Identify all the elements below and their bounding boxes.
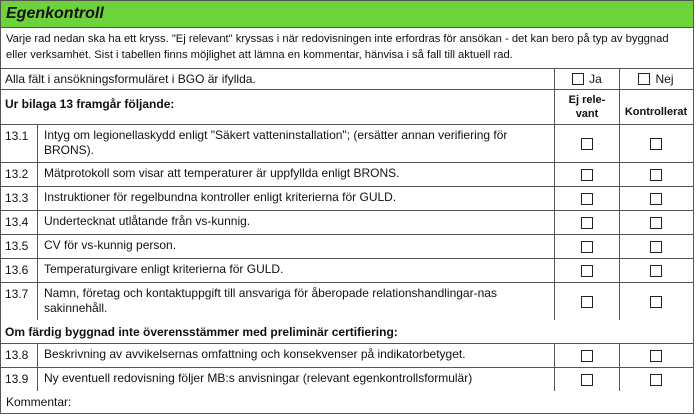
kontrollerat-cell[interactable] [620, 235, 692, 258]
ej-relevant-cell[interactable] [555, 235, 620, 258]
ej-relevant-cell[interactable] [555, 283, 620, 320]
title-bar [1, 1, 693, 28]
ej-relevant-cell[interactable] [555, 211, 620, 234]
ej-relevant-checkbox[interactable] [581, 138, 593, 150]
kontrollerat-checkbox[interactable] [650, 265, 662, 277]
comment-row [1, 391, 693, 413]
ej-relevant-checkbox[interactable] [581, 169, 593, 181]
row-text: Ny eventuell redovisning följer MB:s anvisningar (relevant egenkontrollsformulär) [38, 368, 555, 391]
comment-label: Kommentar: [6, 395, 72, 409]
row-number: 13.9 [1, 368, 38, 391]
section2-header [1, 320, 693, 344]
kontrollerat-checkbox[interactable] [650, 350, 662, 362]
row-text: Temperaturgivare enligt kriterierna för GULD. [38, 259, 555, 282]
ej-relevant-cell[interactable] [555, 163, 620, 186]
table-row [1, 211, 693, 235]
kontrollerat-cell[interactable] [620, 163, 692, 186]
ej-relevant-cell[interactable] [555, 344, 620, 367]
form-title: Egenkontroll [6, 5, 104, 22]
ej-relevant-cell[interactable] [555, 259, 620, 282]
kontrollerat-checkbox[interactable] [650, 217, 662, 229]
ej-relevant-cell[interactable] [555, 125, 620, 162]
row-text: Beskrivning av avvikelsernas omfattning och konsekvenser på indikatorbetyget. [38, 344, 555, 367]
row-number: 13.2 [1, 163, 38, 186]
kontrollerat-cell[interactable] [620, 344, 692, 367]
kontrollerat-checkbox[interactable] [650, 138, 662, 150]
ej-relevant-checkbox[interactable] [581, 193, 593, 205]
yes-checkbox[interactable] [572, 73, 584, 85]
row-number: 13.5 [1, 235, 38, 258]
row-number: 13.7 [1, 283, 38, 320]
ej-relevant-checkbox[interactable] [581, 350, 593, 362]
ej-relevant-checkbox[interactable] [581, 241, 593, 253]
table-row [1, 283, 693, 320]
col-kontrollerat-header: Kontrollerat [624, 106, 688, 118]
kontrollerat-cell[interactable] [620, 283, 692, 320]
kontrollerat-cell[interactable] [620, 211, 692, 234]
row-number: 13.6 [1, 259, 38, 282]
row-text: Intyg om legionellaskydd enligt "Säkert vatteninstallation"; (ersätter annan verifiering för BRONS). [38, 125, 555, 162]
ej-relevant-cell[interactable] [555, 187, 620, 210]
ej-relevant-checkbox[interactable] [581, 265, 593, 277]
kontrollerat-cell[interactable] [620, 368, 692, 391]
row-number: 13.8 [1, 344, 38, 367]
row-number: 13.1 [1, 125, 38, 162]
ej-relevant-checkbox[interactable] [581, 374, 593, 386]
yes-label: Ja [589, 72, 602, 86]
table-row [1, 235, 693, 259]
section2-title: Om färdig byggnad inte överensstämmer med preliminär certifiering: [5, 325, 398, 339]
col-ej-relevant-header: Ej rele-vant [568, 94, 606, 120]
no-checkbox[interactable] [638, 73, 650, 85]
kontrollerat-checkbox[interactable] [650, 169, 662, 181]
kontrollerat-checkbox[interactable] [650, 241, 662, 253]
section1-header [1, 90, 693, 125]
kontrollerat-cell[interactable] [620, 187, 692, 210]
ej-relevant-cell[interactable] [555, 368, 620, 391]
ej-relevant-checkbox[interactable] [581, 296, 593, 308]
intro-text: Varje rad nedan ska ha ett kryss. "Ej relevant" kryssas i när redovisningen inte erfordras för ansökan - det kan bero på typ av byggnad eller verksamhet. Sist i tabellen finns möjlighet att lämna en kommentar, hänvisa i så fall till aktuell rad. [1, 28, 693, 69]
kontrollerat-checkbox[interactable] [650, 374, 662, 386]
no-label: Nej [655, 72, 674, 86]
table-row [1, 125, 693, 163]
kontrollerat-cell[interactable] [620, 125, 692, 162]
check-all-row [1, 69, 693, 90]
row-text: Namn, företag och kontaktuppgift till ansvariga för åberopade relationshandlingar-nas sakinnehåll. [38, 283, 555, 320]
section1-title: Ur bilaga 13 framgår följande: [1, 90, 555, 124]
table-row [1, 163, 693, 187]
check-all-text: Alla fält i ansökningsformuläret i BGO är ifyllda. [1, 69, 555, 89]
yes-option[interactable] [555, 69, 620, 89]
ej-relevant-checkbox[interactable] [581, 217, 593, 229]
kontrollerat-checkbox[interactable] [650, 296, 662, 308]
section1-rows [1, 125, 693, 320]
row-number: 13.3 [1, 187, 38, 210]
row-number: 13.4 [1, 211, 38, 234]
table-row [1, 368, 693, 391]
row-text: Instruktioner för regelbundna kontroller enligt kriterierna för GULD. [38, 187, 555, 210]
row-text: Mätprotokoll som visar att temperaturer är uppfyllda enligt BRONS. [38, 163, 555, 186]
kontrollerat-cell[interactable] [620, 259, 692, 282]
section2-rows [1, 344, 693, 391]
kontrollerat-checkbox[interactable] [650, 193, 662, 205]
no-option[interactable] [620, 69, 692, 89]
table-row [1, 187, 693, 211]
row-text: Undertecknat utlåtande från vs-kunnig. [38, 211, 555, 234]
row-text: CV för vs-kunnig person. [38, 235, 555, 258]
table-row [1, 344, 693, 368]
table-row [1, 259, 693, 283]
